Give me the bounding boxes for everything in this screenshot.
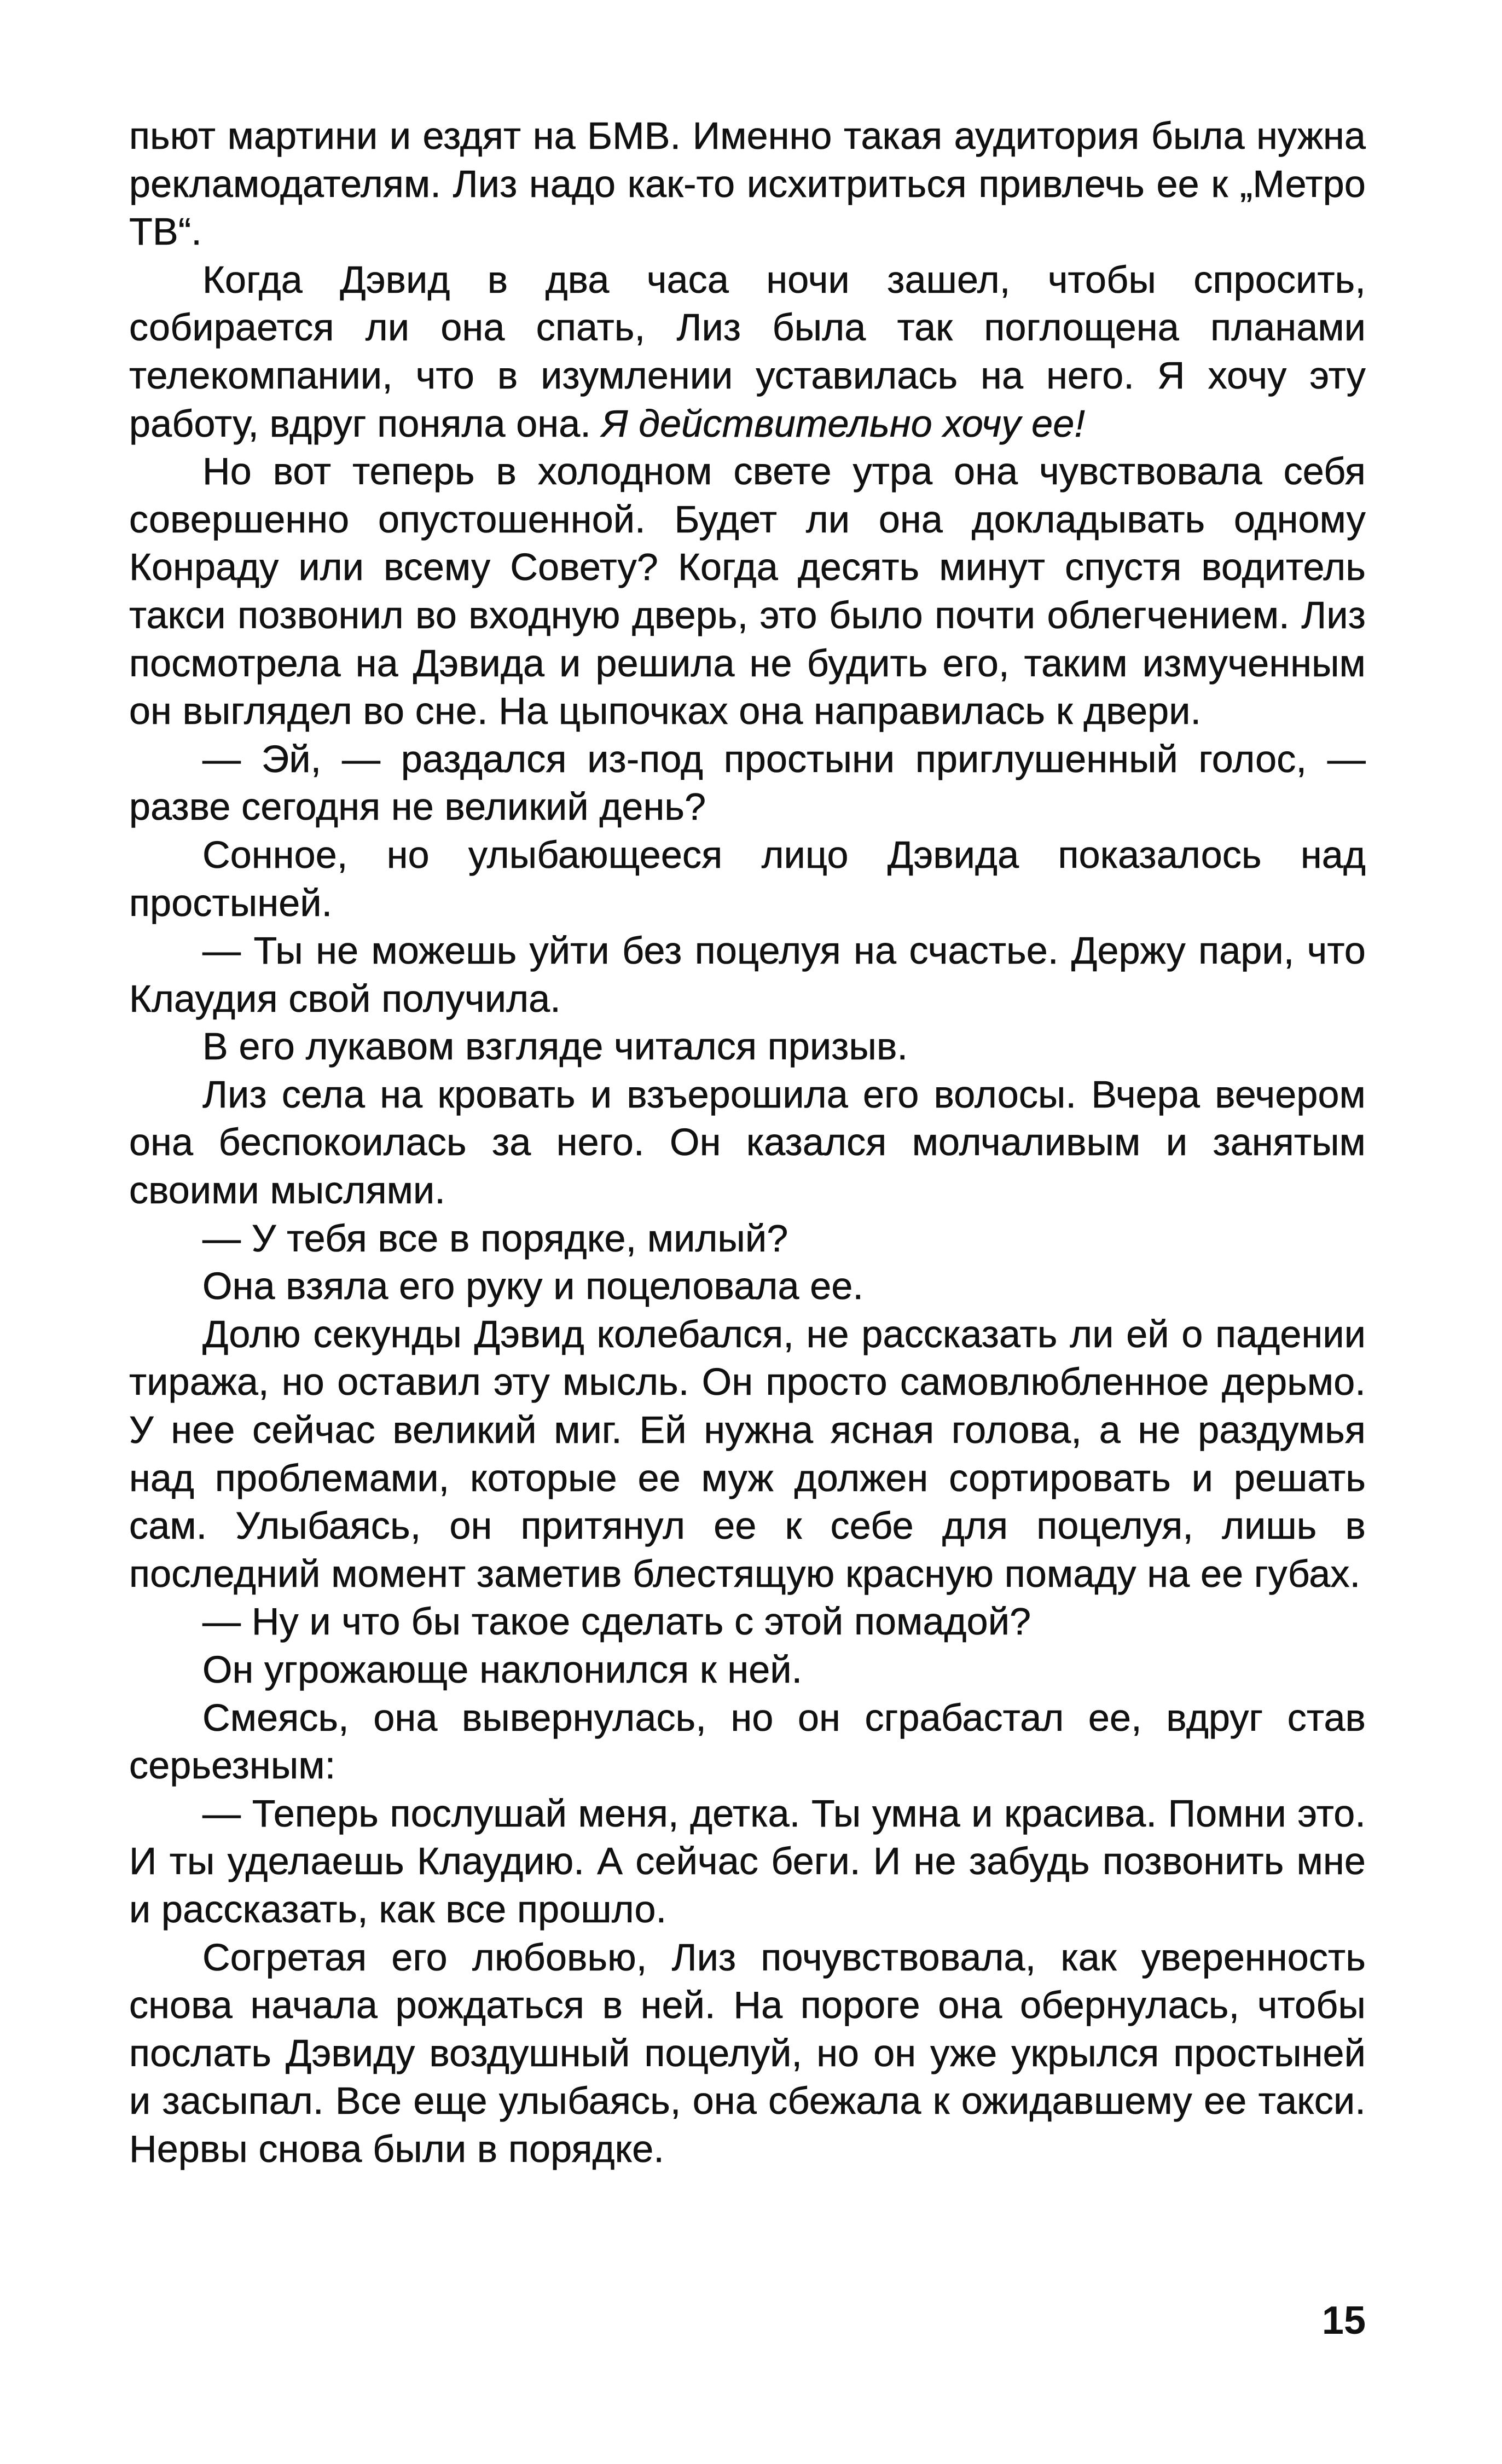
paragraph-15: — Теперь послушай меня, детка. Ты умна и красива. Помни это. И ты уделаешь Клаудию. А сейчас беги. И не забудь позвонить мне и рассказать, как все прошло. (129, 1792, 1366, 1930)
paragraph-13: Он угрожающе наклонился к ней. (202, 1648, 803, 1691)
paragraph-14: Смеясь, она вывернулась, но он сграбастал ее, вдруг став серьезным: (129, 1696, 1366, 1787)
paragraph-16: Согретая его любовью, Лиз почувствовала, как уверенность снова начала рождаться в ней. На пороге она обернулась, чтобы послать Дэвиду воздушный поцелуй, но он уже укрылся простыней и засыпал. Все еще улыбаясь, она сбежала к ожидавшему ее такси. Нервы снова были в порядке. (129, 1935, 1366, 2170)
body-text (129, 112, 1366, 2173)
paragraph-12: — Ну и что бы такое сделать с этой помадой? (202, 1600, 1031, 1643)
paragraph-5: Сонное, но улыбающееся лицо Дэвида показалось над простыней. (129, 833, 1366, 924)
paragraph-6: — Ты не можешь уйти без поцелуя на счастье. Держу пари, что Клаудия свой получила. (129, 929, 1366, 1020)
paragraph-8: Лиз села на кровать и взъерошила его волосы. Вчера вечером она беспокоилась за него. Он казался молчаливым и занятым своими мыслями. (129, 1072, 1366, 1212)
paragraph-2 (129, 256, 1366, 448)
paragraph-9: — У тебя все в порядке, милый? (202, 1216, 788, 1260)
paragraph-1: пьют мартини и ездят на БМВ. Именно такая аудитория была нужна рекламодателям. Лиз надо как-то исхитриться привлечь ее к „Метро ТВ“. (129, 114, 1366, 253)
paragraph-3: Но вот теперь в холодном свете утра она чувствовала себя совершенно опустошенной. Будет ли она докладывать одному Конраду или всему Совету? Когда десять минут спустя водитель такси позвонил во входную дверь, это было почти облегчением. Лиз посмотрела на Дэвида и решила не будить его, таким измученным он выглядел во сне. На цыпочках она направилась к двери. (129, 450, 1366, 733)
paragraph-2-italic: Я действительно хочу ее! (601, 402, 1086, 445)
paragraph-10: Она взяла его руку и поцеловала ее. (202, 1265, 864, 1308)
paragraph-4: — Эй, — раздался из-под простыни приглушенный голос, — разве сегодня не великий день? (129, 737, 1366, 828)
page-number: 15 (1321, 2299, 1366, 2343)
paragraph-2-text: Когда Дэвид в два часа ночи зашел, чтобы спросить, собирается ли она спать, Лиз была так поглощена планами телекомпании, что в изумлении уставилась на него. Я хочу эту работу, вдруг поняла она. (129, 258, 1366, 445)
paragraph-11: Долю секунды Дэвид колебался, не рассказать ли ей о падении тиража, но оставил эту мысль. Он просто самовлюбленное дерьмо. У нее сейчас великий миг. Ей нужна ясная голова, а не раздумья над проблемами, которые ее муж должен сортировать и решать сам. Улыбаясь, он притянул ее к себе для поцелуя, лишь в последний момент заметив блестящую красную помаду на ее губах. (129, 1312, 1366, 1595)
paragraph-7: В его лукавом взгляде читался призыв. (202, 1025, 908, 1068)
